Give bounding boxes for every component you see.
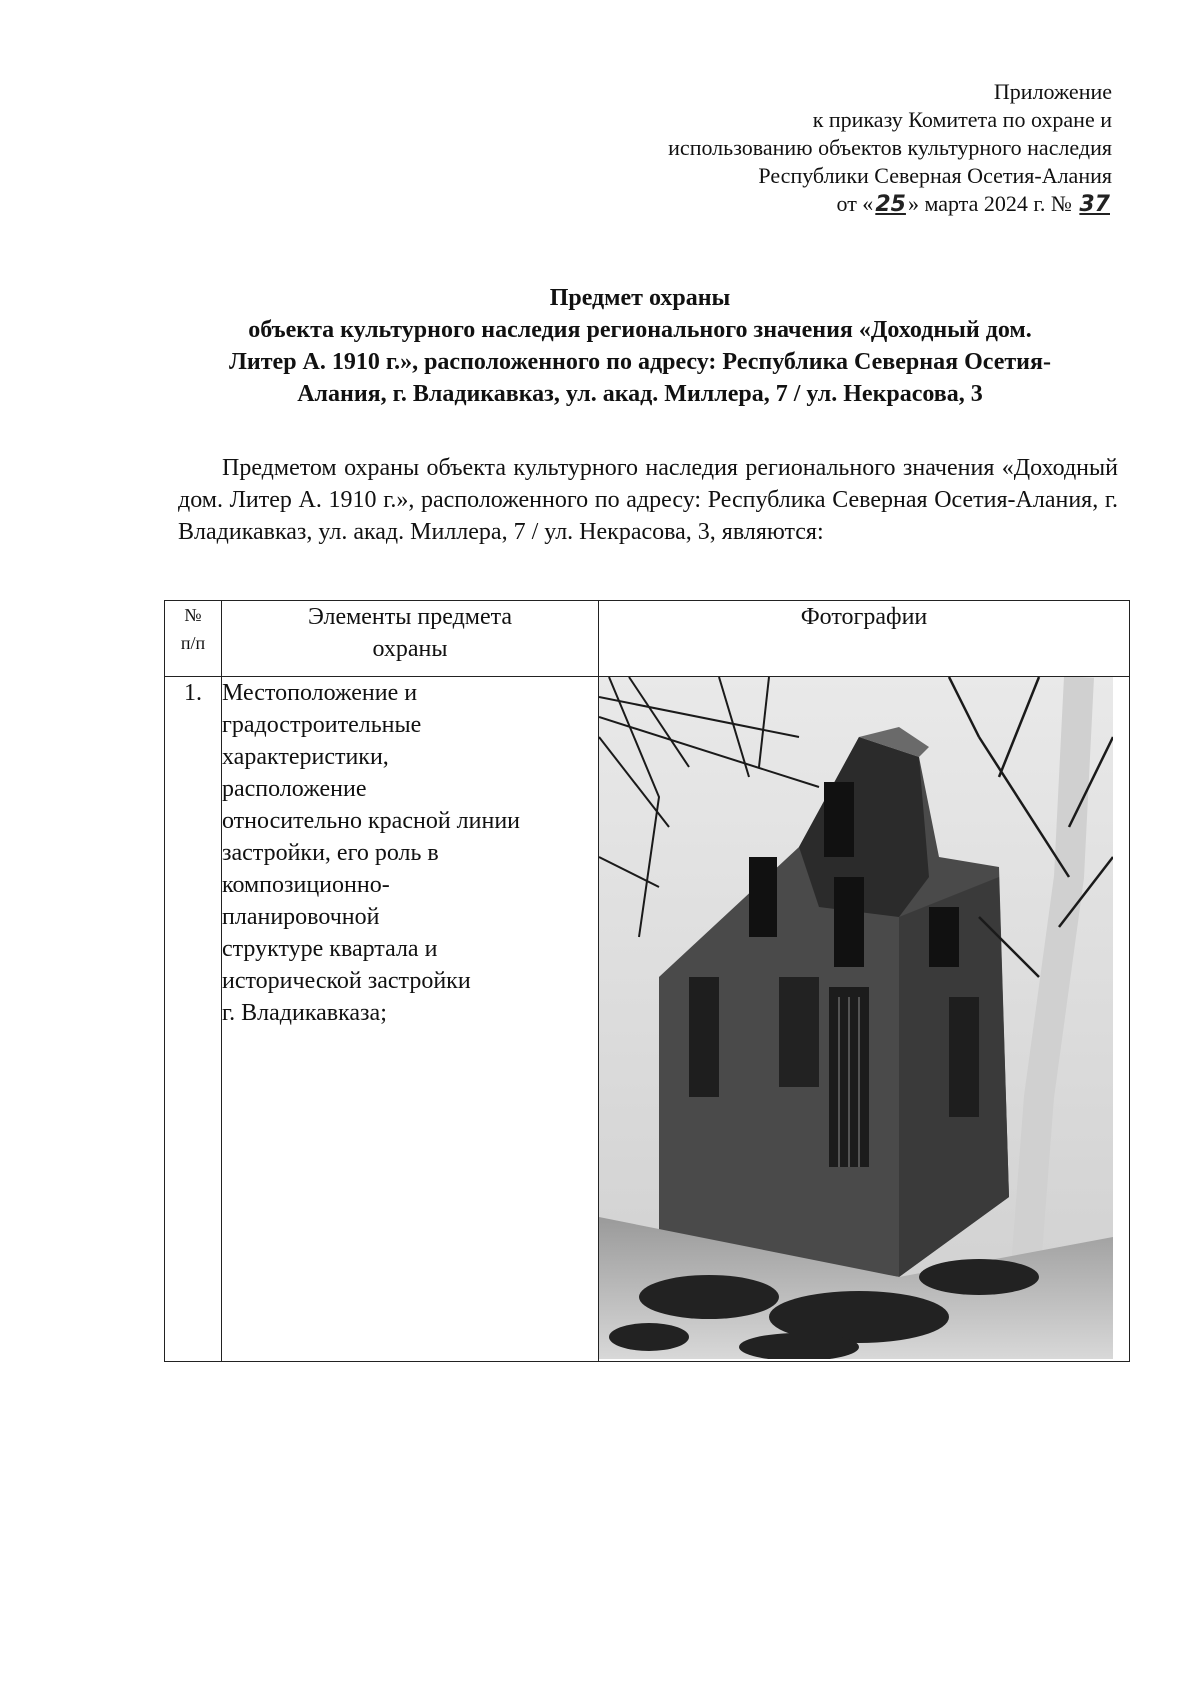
appendix-line-1: Приложение	[993, 79, 1112, 104]
title-main: Предмет охраны	[549, 285, 731, 311]
header-elements-line-1: Элементы предмета	[307, 604, 513, 630]
appendix-date-line	[552, 190, 1112, 219]
row-element-description	[222, 677, 599, 1362]
element-line: застройки, его роль в	[222, 840, 439, 866]
element-line: расположение	[222, 776, 367, 802]
appendix-line-2: к приказу Комитета по охране и	[812, 107, 1112, 132]
row-number: 1.	[165, 677, 222, 1362]
element-line: исторической застройки	[222, 968, 471, 994]
table-header-row	[165, 601, 1130, 677]
header-photos: Фотографии	[599, 601, 1130, 677]
appendix-line-3: использованию объектов культурного наследия	[668, 135, 1112, 160]
building-photo	[599, 677, 1113, 1359]
appendix-line-4: Республики Северная Осетия-Алания	[758, 163, 1112, 188]
header-elements	[222, 601, 599, 677]
document-title	[160, 282, 1120, 410]
protection-table	[164, 600, 1130, 1362]
element-line: относительно красной линии	[222, 808, 521, 834]
element-line: композиционно-	[222, 872, 390, 898]
handwritten-order-number: 37	[1079, 192, 1110, 217]
table-row	[165, 677, 1130, 1362]
header-elements-line-2: охраны	[372, 636, 448, 662]
header-number	[165, 601, 222, 677]
row-photo-cell	[599, 677, 1130, 1362]
element-line: Местоположение и	[222, 680, 418, 706]
element-line: структуре квартала и	[222, 936, 438, 962]
element-line: характеристики,	[222, 744, 389, 770]
date-middle: » марта 2024 г. №	[907, 191, 1072, 216]
header-number-line-2: п/п	[180, 633, 206, 653]
element-line: градостроительные	[222, 712, 422, 738]
date-prefix: от «	[836, 191, 874, 216]
title-line-4: Алания, г. Владикавказ, ул. акад. Миллера, 7 / ул. Некрасова, 3	[297, 381, 983, 407]
appendix-header	[552, 78, 1112, 219]
element-line: планировочной	[222, 904, 380, 930]
intro-paragraph: Предметом охраны объекта культурного наследия регионального значения «Доходный дом. Литер А. 1910 г.», расположенного по адресу: Республика Северная Осетия-Алания, г. Владикавказ, ул. акад. Миллера, 7 / ул. Некрасова, 3, являются:	[178, 455, 1118, 545]
element-line: г. Владикавказа;	[222, 1000, 387, 1026]
header-number-line-1: №	[184, 605, 202, 625]
title-line-3: Литер А. 1910 г.», расположенного по адресу: Республика Северная Осетия-	[229, 349, 1051, 375]
handwritten-day: 25	[875, 192, 906, 217]
title-line-2: объекта культурного наследия регионального значения «Доходный дом.	[248, 317, 1032, 343]
